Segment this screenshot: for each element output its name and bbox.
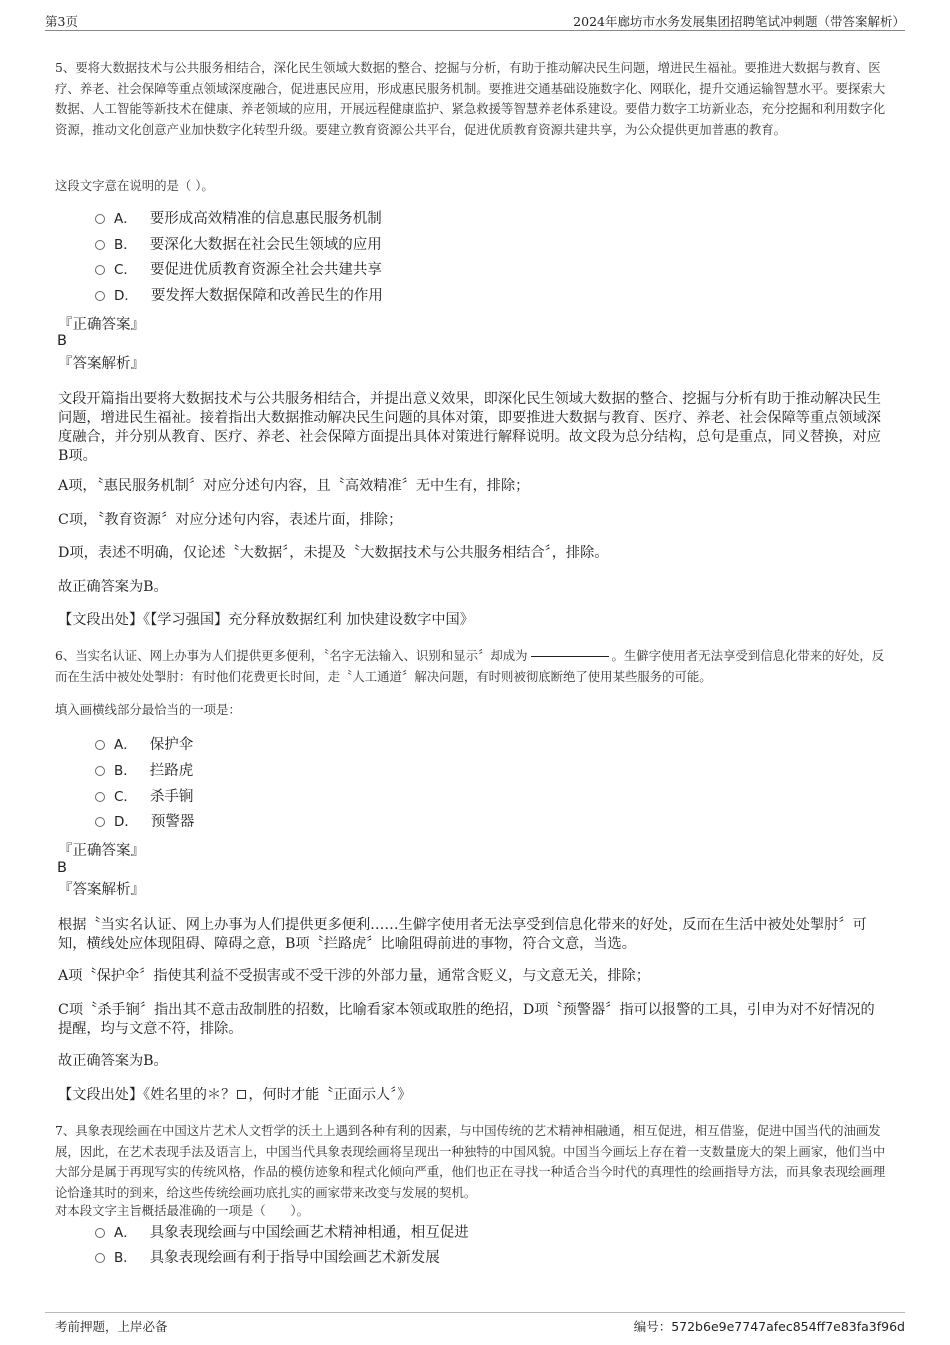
q5-stem: 5、要将大数据技术与公共服务相结合，深化民生领域大数据的整合、挖掘与分析，有助于推动解决民生问题，增进民生福祉。要推进大数据与教育、医疗、养老、社会保障等重点领域深度融合，促进惠民应用，形成惠民服务机制。要推进交通基础设施数字化、网联化，提升交通运输智慧水平。要探索大数据、人工智能等新技术在健康、养老领域的应用，开展远程健康监护、紧急救援等智慧养老体系建设。要借力数字工坊新业态，充分挖掘和利用数字化资源，推动文化创意产业加快数字化转型升级。要建立教育资源公共平台，促进优质教育资源共建共享，为公众提供更加普惠的教育。 <box>55 60 886 137</box>
q6-analysis-paragraph: C项〝杀手锏〞指出其不意击敌制胜的招数，比喻看家本领或取胜的绝招，D项〝预警器〞指可以报警的工具，引申为对不好情况的提醒，均与文意不符，排除。 <box>58 1002 875 1037</box>
q6-analysis-paragraph: 根据〝当实名认证、网上办事为人们提供更多便利……生僻字使用者无法享受到信息化带来的好处，反而在生活中被处处掣肘〞可知，横线处应体现阻碍、障碍之意，B项〝拦路虎〞比喻阻碍前进的事物，符合文意，当选。 <box>58 917 867 952</box>
q5-option-c[interactable]: C． 要促进优质教育资源全社会共建共享 <box>95 259 382 281</box>
q5-prompt: 这段文字意在说明的是（ ）。 <box>55 178 214 193</box>
footer-slogan: 考前押题，上岸必备 <box>55 1319 168 1334</box>
q5-answer-label: 『正确答案』 <box>58 317 145 333</box>
q6-option-b[interactable]: B． 拦路虎 <box>95 760 193 782</box>
document-code: 编号：572b6e9e7747afec854ff7e83fa3f96d <box>633 1319 905 1334</box>
q6-source: 【文段出处】《姓名里的＊？ ，何时才能〝正面示人〞》 <box>58 1087 412 1103</box>
radio-icon[interactable] <box>95 740 105 750</box>
q6-analysis-paragraph: 故正确答案为B。 <box>58 1053 168 1069</box>
q6-answer: B <box>57 860 67 876</box>
q5-analysis-paragraph: C项，〝教育资源〞对应分述句内容，表述片面，排除； <box>58 512 403 528</box>
radio-icon[interactable] <box>95 792 105 802</box>
answer-blank <box>531 656 609 657</box>
q5-analysis-label: 『答案解析』 <box>58 356 145 372</box>
q5-analysis-paragraph: D项，表述不明确，仅论述〝大数据〞，未提及〝大数据技术与公共服务相结合〞，排除。 <box>58 545 609 561</box>
radio-icon[interactable] <box>95 291 105 301</box>
q7-stem: 7、具象表现绘画在中国这片艺术人文哲学的沃土上遇到各种有利的因素，与中国传统的艺术精神相融通，相互促进，相互借鉴，促进中国当代的油画发展，因此，在艺术表现手法及语言上，中国当代具象表现绘画将呈现出一种独特的中国风貌。中国当今画坛上存在着一支数量庞大的架上画家，他们当中大部分是属于再现写实的传统风格，作品的模仿迹象和程式化倾向严重，他们也正在寻找一种适合当今时代的真理性的绘画指导方法，而具象表现绘画理论恰逢其时的到来，给这些传统绘画功底扎实的画家带来改变与发展的契机。 <box>55 1123 886 1200</box>
q7-option-a[interactable]: A． 具象表现绘画与中国绘画艺术精神相通，相互促进 <box>95 1222 469 1244</box>
q5-option-a[interactable]: A． 要形成高效精准的信息惠民服务机制 <box>95 208 382 230</box>
q6-analysis-paragraph: A项〝保护伞〞指使其利益不受损害或不受干涉的外部力量，通常含贬义，与文意无关，排除； <box>58 968 650 984</box>
q5-analysis-paragraph: A项，〝惠民服务机制〞对应分述句内容，且〝高效精准〞无中生有，排除； <box>58 478 530 494</box>
q6-option-d[interactable]: D． 预警器 <box>95 811 194 833</box>
q7-prompt: 对本段文字主旨概括最准确的一项是（ ）。 <box>55 1203 310 1218</box>
q7-option-b[interactable]: B． 具象表现绘画有利于指导中国绘画艺术新发展 <box>95 1247 440 1269</box>
q5-answer: B <box>57 333 67 349</box>
radio-icon[interactable] <box>95 265 105 275</box>
document-title: 2024年廊坊市水务发展集团招聘笔试冲刺题（带答案解析） <box>573 14 905 29</box>
missing-glyph-box <box>237 1090 246 1099</box>
q5-source: 【文段出处】《【学习强国】充分释放数据红利 加快建设数字中国》 <box>58 612 474 628</box>
q6-stem: 6、当实名认证、网上办事为人们提供更多便利，〝名字无法输入、识别和显示〞却成为 。生僻字使用者无法享受到信息化带来的好处，反而在生活中被处处掣肘：有时他们花费更长时间，走〝人工通道〞解决问题，有时则被彻底断绝了使用某些服务的可能。 <box>55 648 885 684</box>
q6-answer-label: 『正确答案』 <box>58 843 145 859</box>
q6-option-c[interactable]: C． 杀手锏 <box>95 786 193 808</box>
q6-prompt: 填入画横线部分最恰当的一项是： <box>55 702 241 717</box>
page-number: 第3页 <box>45 14 78 29</box>
radio-icon[interactable] <box>95 1253 105 1263</box>
page-header <box>45 10 905 31</box>
q6-analysis-label: 『答案解析』 <box>58 882 145 898</box>
radio-icon[interactable] <box>95 1228 105 1238</box>
q5-analysis-paragraph: 文段开篇指出要将大数据技术与公共服务相结合，并提出意义效果，即深化民生领域大数据的整合、挖掘与分析有助于推动解决民生问题，增进民生福祉。接着指出大数据推动解决民生问题的具体对策，即要推进大数据与教育、医疗、养老、社会保障等重点领域深度融合，并分别从教育、医疗、养老、社会保障方面提出具体对策进行解释说明。故文段为总分结构，总句是重点，同义替换，对应B项。 <box>58 391 881 464</box>
q5-option-d[interactable]: D． 要发挥大数据保障和改善民生的作用 <box>95 285 383 307</box>
radio-icon[interactable] <box>95 766 105 776</box>
radio-icon[interactable] <box>95 240 105 250</box>
page-footer <box>45 1312 905 1345</box>
radio-icon[interactable] <box>95 214 105 224</box>
q5-analysis-paragraph: 故正确答案为B。 <box>58 579 168 595</box>
radio-icon[interactable] <box>95 817 105 827</box>
q5-option-b[interactable]: B． 要深化大数据在社会民生领域的应用 <box>95 234 382 256</box>
q6-option-a[interactable]: A． 保护伞 <box>95 734 193 756</box>
